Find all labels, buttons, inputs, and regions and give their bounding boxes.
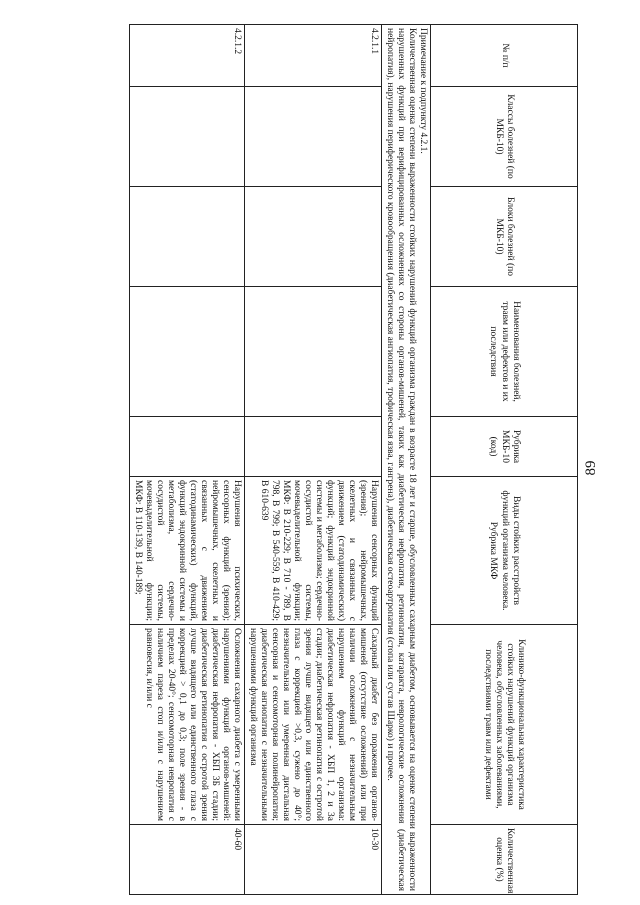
header-percent: Количественная оценка (%) — [431, 825, 578, 895]
disability-criteria-table — [129, 24, 578, 895]
row-block-cell — [129, 187, 244, 287]
row-disorders: Нарушения сенсорных функций (зрения); нейромышечных, скелетных и связанных с движением (статодинамических) функций; функций эндокринной системы и метаболизма; сердечно-сосудистой системы, мочевыделительной функции; МКФ: В 210-229; В 710 - 789, В 798, В 799; В 540-559, В 410-429; В 610-639 — [244, 477, 381, 625]
note-body: Количественная оценка степени выраженности стойких нарушений функций организма граждан в возрасте 18 лет и старше, обусловленных сахарным диабетом, основывается на оценке степени выраженности нарушенных функций при верифицированных осложнениях со стороны органов-мишеней, таких как диабетическая нефропатия, ретинопатия, катаракта, неврологические осложнения (диабетическая нейропатия), нарушения периферического кровообращения (диабетическая ангиопатия, трофическая язва, гангрена), диабетическая остеоартропатия (стопа или сустав Шарко) и прочее. — [384, 28, 417, 891]
header-disease-block: Блоки болезней (по МКБ-10) — [431, 187, 578, 287]
row-percent: 10-30 — [244, 825, 381, 895]
row-class-cell — [129, 87, 244, 187]
table-row — [129, 25, 244, 895]
header-icd-code: Рубрика МКБ-10 (код) — [431, 417, 578, 477]
note-title: Примечание к подпункту 4.2.1. — [418, 28, 428, 154]
note-row — [381, 25, 430, 895]
row-class-cell — [244, 87, 381, 187]
header-disorder-types: Виды стойких расстройств функций организма человека. Рубрика МКФ — [431, 477, 578, 625]
row-block-cell — [244, 187, 381, 287]
note-cell — [381, 25, 430, 895]
row-clinical: Осложнения сахарного диабета с умеренными нарушениями функций органов-мишеней: диабетическая нефропатия - ХБП 3Б стадии; диабетическая ретинопатия с остротой зрения лучше видящего или единственного глаза с коррекцией > 0,1 до 0,3; поле зрения - в пределах 20-40°; сенсомоторная невропатия с наличием пареза стоп и/или с нарушением равновесия, и/или с — [129, 625, 244, 825]
row-code-cell — [129, 417, 244, 477]
row-name-cell — [129, 287, 244, 417]
header-number: № п/п — [431, 25, 578, 87]
row-disorders: Нарушения психических, сенсорных функций (зрения); нейромышечных, скелетных и связанных с движением (статодинамических) функций, функций эндокринной системы и метаболизма, сердечно-сосудистой системы, мочевыделительной функции; МКФ: В 110-139, В 140-189; — [129, 477, 244, 625]
row-name-cell — [244, 287, 381, 417]
table-header-row — [431, 25, 578, 895]
row-number: 4.2.1.1 — [244, 25, 381, 87]
row-number: 4.2.1.2 — [129, 25, 244, 87]
row-percent: 40-60 — [129, 825, 244, 895]
header-disease-class: Классы болезней (по МКБ-10) — [431, 87, 578, 187]
table-row — [244, 25, 381, 895]
header-clinical-characteristics: Клинико-функциональная характеристика стойких нарушений функций организма человека, обусловленных заболеваниями, последствиями травм или дефектами — [431, 625, 578, 825]
row-code-cell — [244, 417, 381, 477]
header-disease-name: Наименования болезней, травм или дефектов и их последствия — [431, 287, 578, 417]
page-number: 89 — [583, 460, 599, 476]
row-clinical: Сахарный диабет без поражения органов-мишеней (отсутствие осложнений) или при наличии осложнений с незначительным нарушением функций организма: диабетическая нефропатия - ХБП 1, 2 и 3а стадии; диабетическая ретинопатия с остротой зрения лучше видящего или единственного глаза с коррекцией >0,3, сужено до 40°; незначительная или умеренная дистальная сенсорная и сенсомоторная полинейропатия; диабетическая ангиопатия с незначительными нарушениями функций организма — [244, 625, 381, 825]
